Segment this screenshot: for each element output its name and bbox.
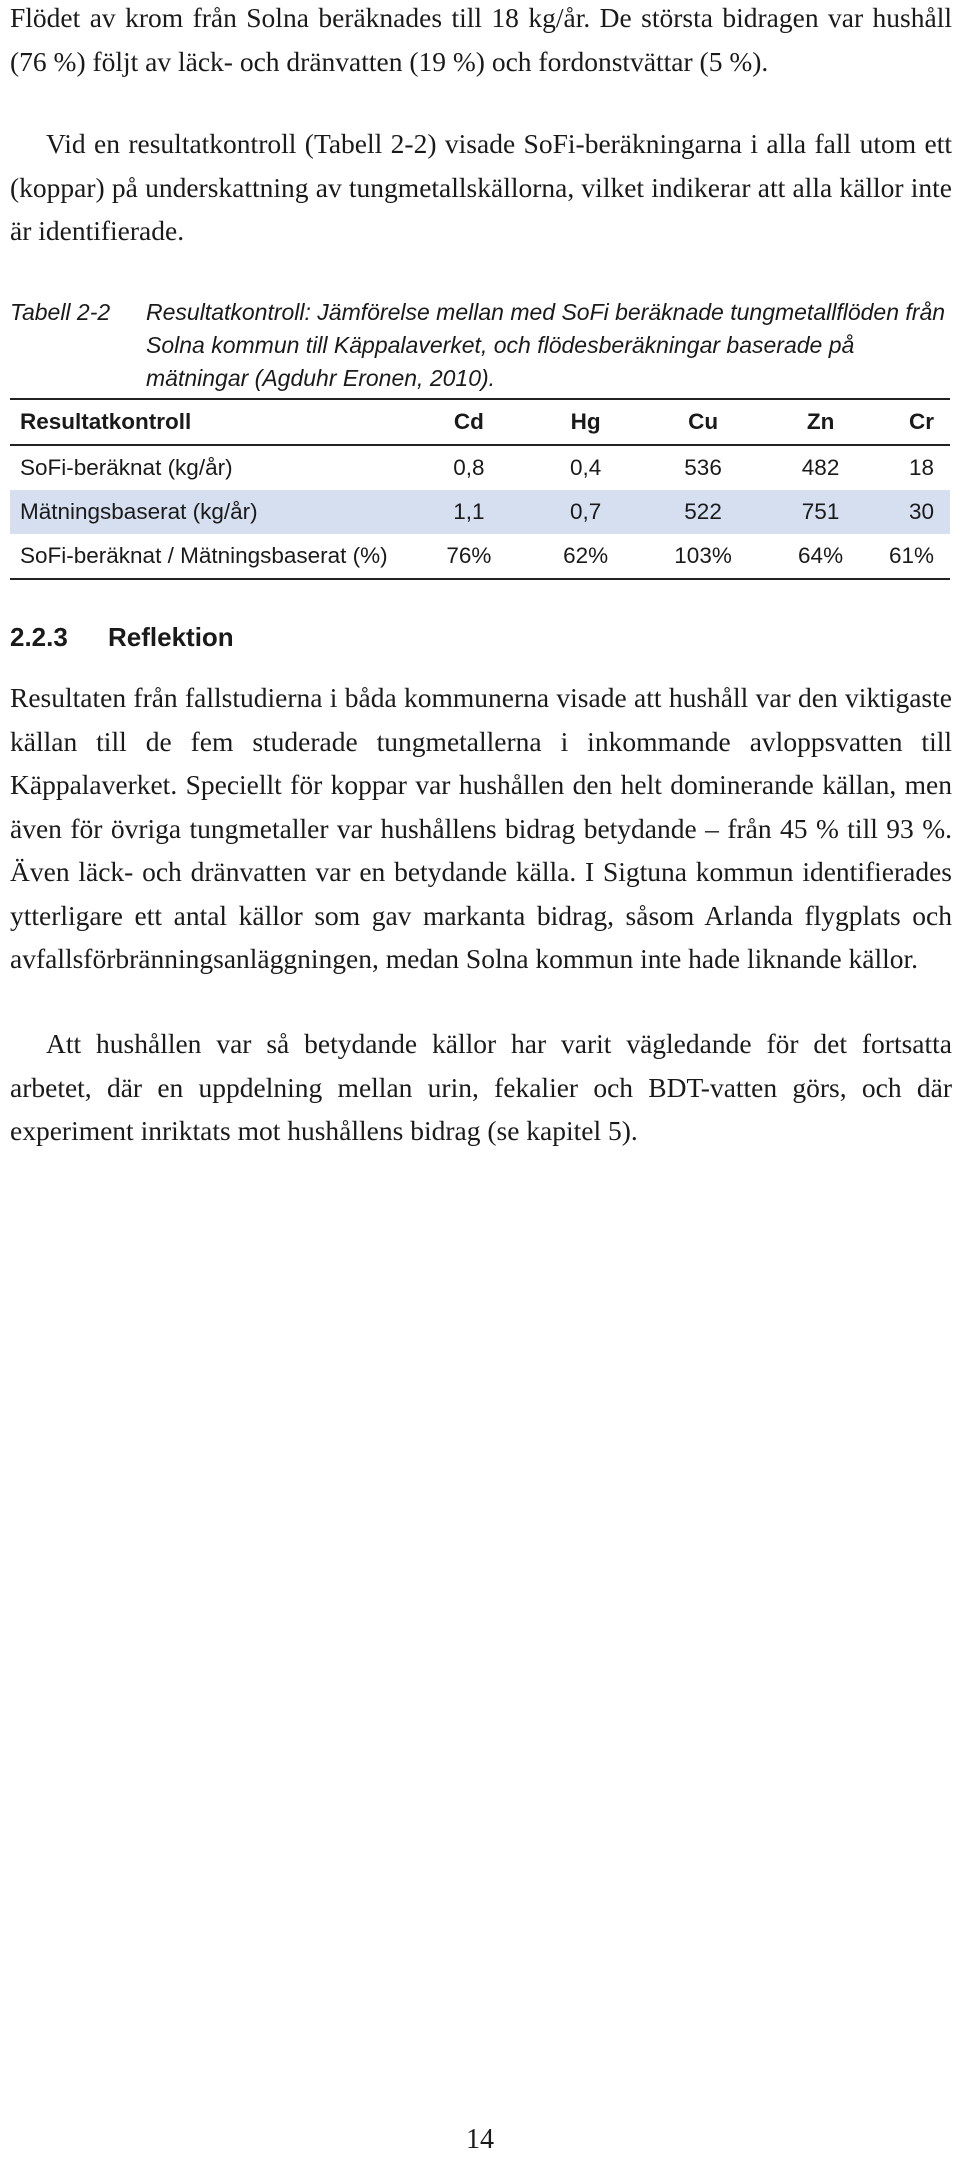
paragraph-reflection-results: Resultaten från fallstudierna i båda kommunerna visade att hushåll var den viktigaste källan till de fem studerade tungmetallerna i inkommande avloppsvatten till Käppalaverket. Speciellt för koppar var hushållen den helt dominerande källan, men även för övriga tungmetaller var hushållens bidrag betydande – från 45 % till 93 %. Även läck- och dränvatten var en betydande källa. I Sigtuna kommun identifierades ytterligare ett antal källor som gav markanta bidrag, såsom Arlanda flygplats och avfallsförbränningsanläggningen, medan Solna kommun inte hade liknande källor. (10, 682, 952, 974)
cell-hg: 0,7 (569, 499, 602, 524)
table-header-row (10, 399, 950, 445)
cell-cr: 30 (908, 499, 934, 524)
paragraph-chromium-flow: Flödet av krom från Solna beräknades till 18 kg/år. De största bidragen var hushåll (76 %) följt av läck- och dränvatten (19 %) och fordonstvättar (5 %). (10, 2, 952, 77)
cell-cd: 1,1 (453, 499, 485, 524)
section-number: 2.2.3 (10, 622, 68, 652)
result-check-table (10, 398, 950, 580)
cell-cu: 536 (684, 455, 722, 480)
cell-zn: 482 (801, 455, 840, 480)
section-title: Reflektion (108, 622, 234, 652)
cell-cr: 18 (908, 455, 934, 480)
header-cd: Cd (453, 409, 484, 434)
section-heading (10, 622, 234, 653)
header-cu: Cu (688, 409, 719, 434)
header-cr: Cr (908, 409, 934, 434)
row-label: SoFi-beräknat (kg/år) (20, 455, 233, 480)
cell-zn: 64% (798, 543, 844, 568)
cell-hg: 0,4 (569, 455, 602, 480)
cell-cu: 103% (674, 543, 732, 568)
row-label: SoFi-beräknat / Mätningsbaserat (%) (20, 543, 388, 568)
cell-hg: 62% (563, 543, 609, 568)
header-resultatkontroll: Resultatkontroll (20, 409, 192, 434)
cell-cd: 76% (446, 543, 492, 568)
paragraph-result-check: Vid en resultatkontroll (Tabell 2-2) visade SoFi-beräkningarna i alla fall utom ett (koppar) på underskattning av tungmetallskällorna, vilket indikerar att alla källor inte är identifierade. (10, 128, 952, 246)
cell-zn: 751 (801, 499, 840, 524)
table-row (10, 534, 950, 579)
row-label: Mätningsbaserat (kg/år) (20, 499, 258, 524)
table-caption (10, 296, 950, 395)
header-zn: Zn (806, 409, 835, 434)
cell-cd: 0,8 (453, 455, 485, 480)
table-row (10, 445, 950, 490)
table-row (10, 490, 950, 534)
table-caption-label: Tabell 2-2 (10, 299, 111, 325)
header-hg: Hg (570, 409, 601, 434)
cell-cu: 522 (684, 499, 722, 524)
cell-cr: 61% (888, 543, 934, 568)
paragraph-reflection-households: Att hushållen var så betydande källor har varit vägledande för det fortsatta arbetet, där en uppdelning mellan urin, fekalier och BDT-vatten görs, och där experiment inriktats mot hushållens bidrag (se kapitel 5). (10, 1028, 952, 1146)
page-number: 14 (466, 2124, 494, 2155)
table-caption-text: Resultatkontroll: Jämförelse mellan med SoFi beräknade tungmetallflöden från Solna kommun till Käppalaverket, och flödesberäkningar baserade på mätningar (Agduhr Eronen, 2010). (146, 299, 946, 391)
